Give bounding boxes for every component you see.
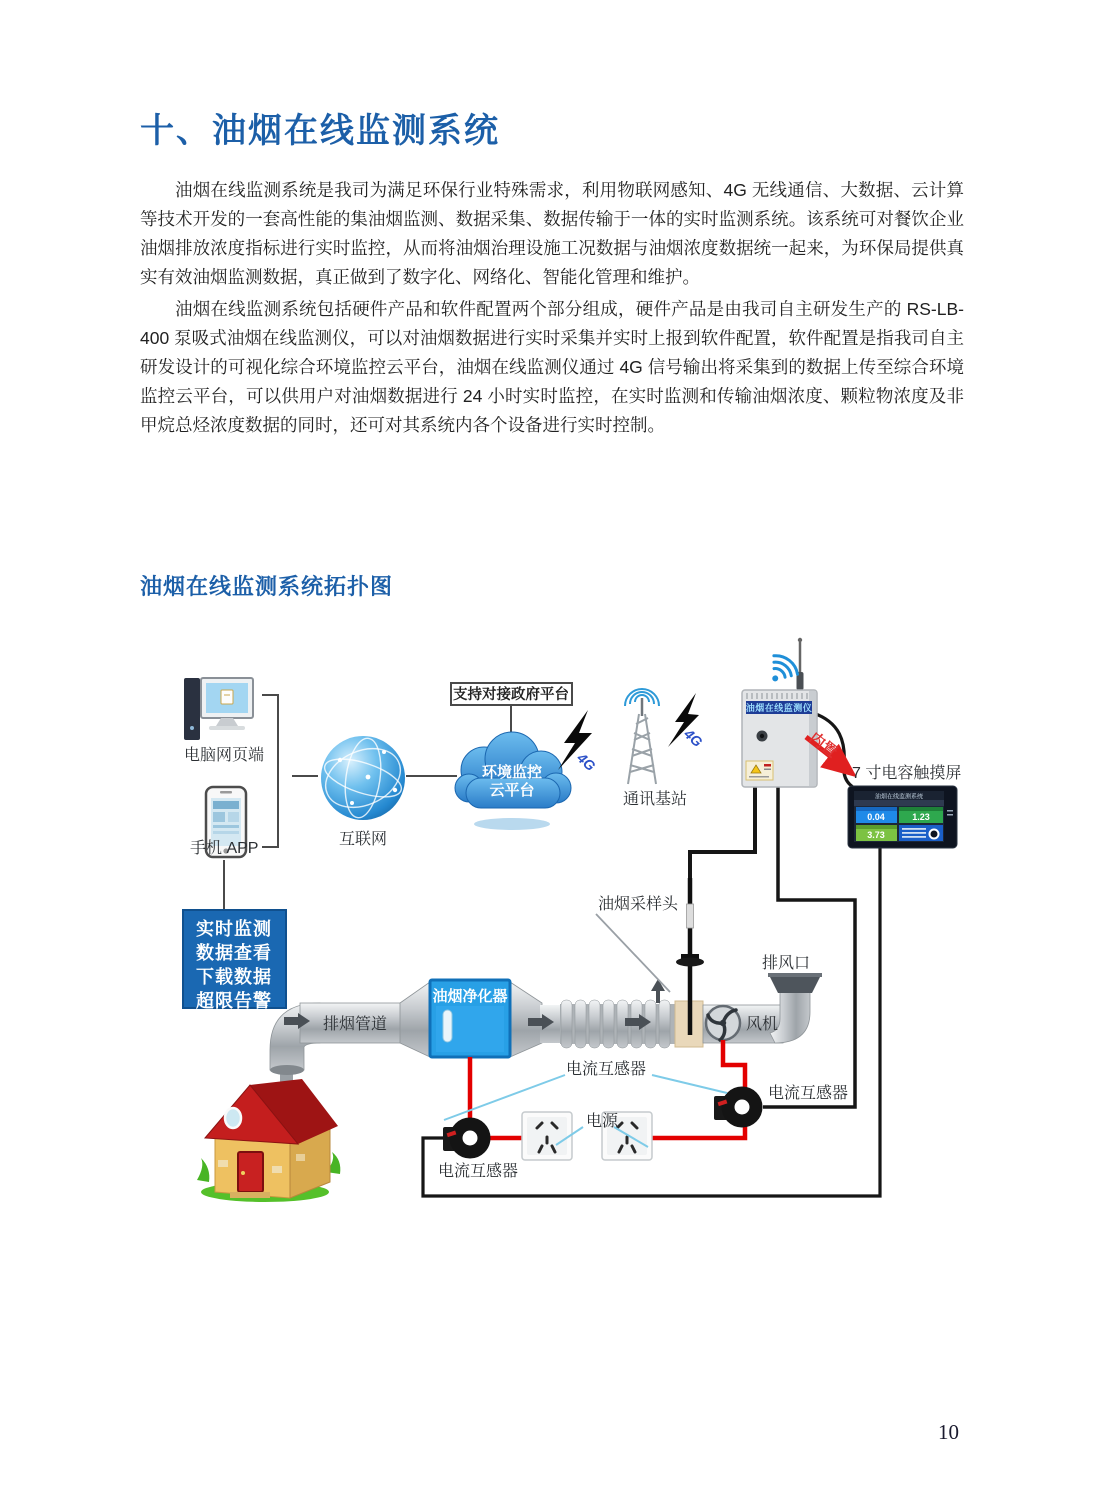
paragraph-1: 油烟在线监测系统是我司为满足环保行业特殊需求，利用物联网感知、4G 无线通信、大数据、云计算等技术开发的一套高性能的集油烟监测、数据采集、数据传输于一体的实时监测系统。该系统可对餐饮企业油烟排放浓度指标进行实时监控，从而将油烟治理设施工况数据与油烟浓度数据统一起来，为环保局提供真实有效油烟监测数据，真正做到了数字化、网络化、智能化管理和维护。 xyxy=(140,179,964,287)
ct-center-label: 电流互感器 xyxy=(566,1061,647,1078)
g4-left-label: 4G xyxy=(574,749,599,775)
house-icon xyxy=(197,1043,340,1202)
g4-right-label: 4G xyxy=(681,725,706,751)
base-station-label: 通讯基站 xyxy=(622,791,688,808)
page-number: 10 xyxy=(938,1420,959,1444)
warning-sticker xyxy=(746,761,773,780)
fan-label: 风机 xyxy=(746,1016,779,1033)
power-label: 电源 xyxy=(586,1113,619,1130)
touch-screen-label: 7 寸电容触摸屏 xyxy=(852,765,962,782)
base-station-icon xyxy=(625,689,659,784)
current-transformer-right xyxy=(714,1093,756,1121)
power-socket-1 xyxy=(522,1112,572,1160)
smoke-pipe-label: 排烟管道 xyxy=(323,1016,388,1033)
diagram-heading: 油烟在线监测系统拓扑图 xyxy=(140,574,394,600)
current-transformer-left xyxy=(443,1124,484,1152)
ct-right-label: 电流互感器 xyxy=(768,1085,849,1102)
gov-platform-text: 支持对接政府平台 xyxy=(453,687,569,703)
internet-label: 互联网 xyxy=(338,831,388,848)
fan-icon xyxy=(706,1006,740,1040)
sampling-head-label: 油烟采样头 xyxy=(598,896,679,913)
screen-value-2: 1.23 xyxy=(912,812,930,822)
page-title: 十、油烟在线监测系统 xyxy=(140,111,500,150)
app-label: 手机 APP xyxy=(190,840,259,857)
topology-diagram xyxy=(0,620,1102,1220)
purifier-label: 油烟净化器 xyxy=(432,988,508,1005)
screen-value-1: 0.04 xyxy=(867,812,885,822)
cloud-platform-icon xyxy=(455,732,571,830)
pc-label: 电脑网页端 xyxy=(184,747,265,764)
screen-title: 油烟在线监测系统 xyxy=(874,794,924,801)
device-name-label: 油烟在线监测仪 xyxy=(745,703,813,713)
topology-svg xyxy=(0,620,1102,1220)
feature-line-3: 下载数据 xyxy=(196,967,272,987)
exhaust-outlet-label: 排风口 xyxy=(761,955,811,972)
built-in-label: 内置 xyxy=(806,729,841,762)
feature-line-1: 实时监测 xyxy=(196,919,272,939)
paragraph-2: 油烟在线监测系统包括硬件产品和软件配置两个部分组成，硬件产品是由我司自主研发生产的 RS-LB-400 泵吸式油烟在线监测仪，可以对油烟数据进行实时采集并实时上报到软件配置，软件配置是指我司自主研发设计的可视化综合环境监控云平台，油烟在线监测仪通过 4G 信号输出将采集到的数据上传至综合环境监控云平台，可以供用户对油烟数据进行 24 小时实时监控，在实时监测和传输油烟浓度、颗粒物浓度及非甲烷总烃浓度数据的同时，还可对其系统内各个设备进行实时控制。 xyxy=(140,298,964,435)
wifi-icon xyxy=(762,651,802,690)
ct-left-label: 电流互感器 xyxy=(438,1163,519,1180)
pc-icon xyxy=(184,678,253,740)
cloud-text-2: 云平台 xyxy=(489,782,535,799)
feature-line-2: 数据查看 xyxy=(196,943,272,963)
internet-globe-icon xyxy=(316,736,409,820)
cloud-text-1: 环境监控 xyxy=(481,764,543,781)
sampling-head-pointer xyxy=(596,914,670,992)
screen-value-3: 3.73 xyxy=(867,830,885,840)
feature-line-4: 超限告警 xyxy=(196,991,272,1011)
